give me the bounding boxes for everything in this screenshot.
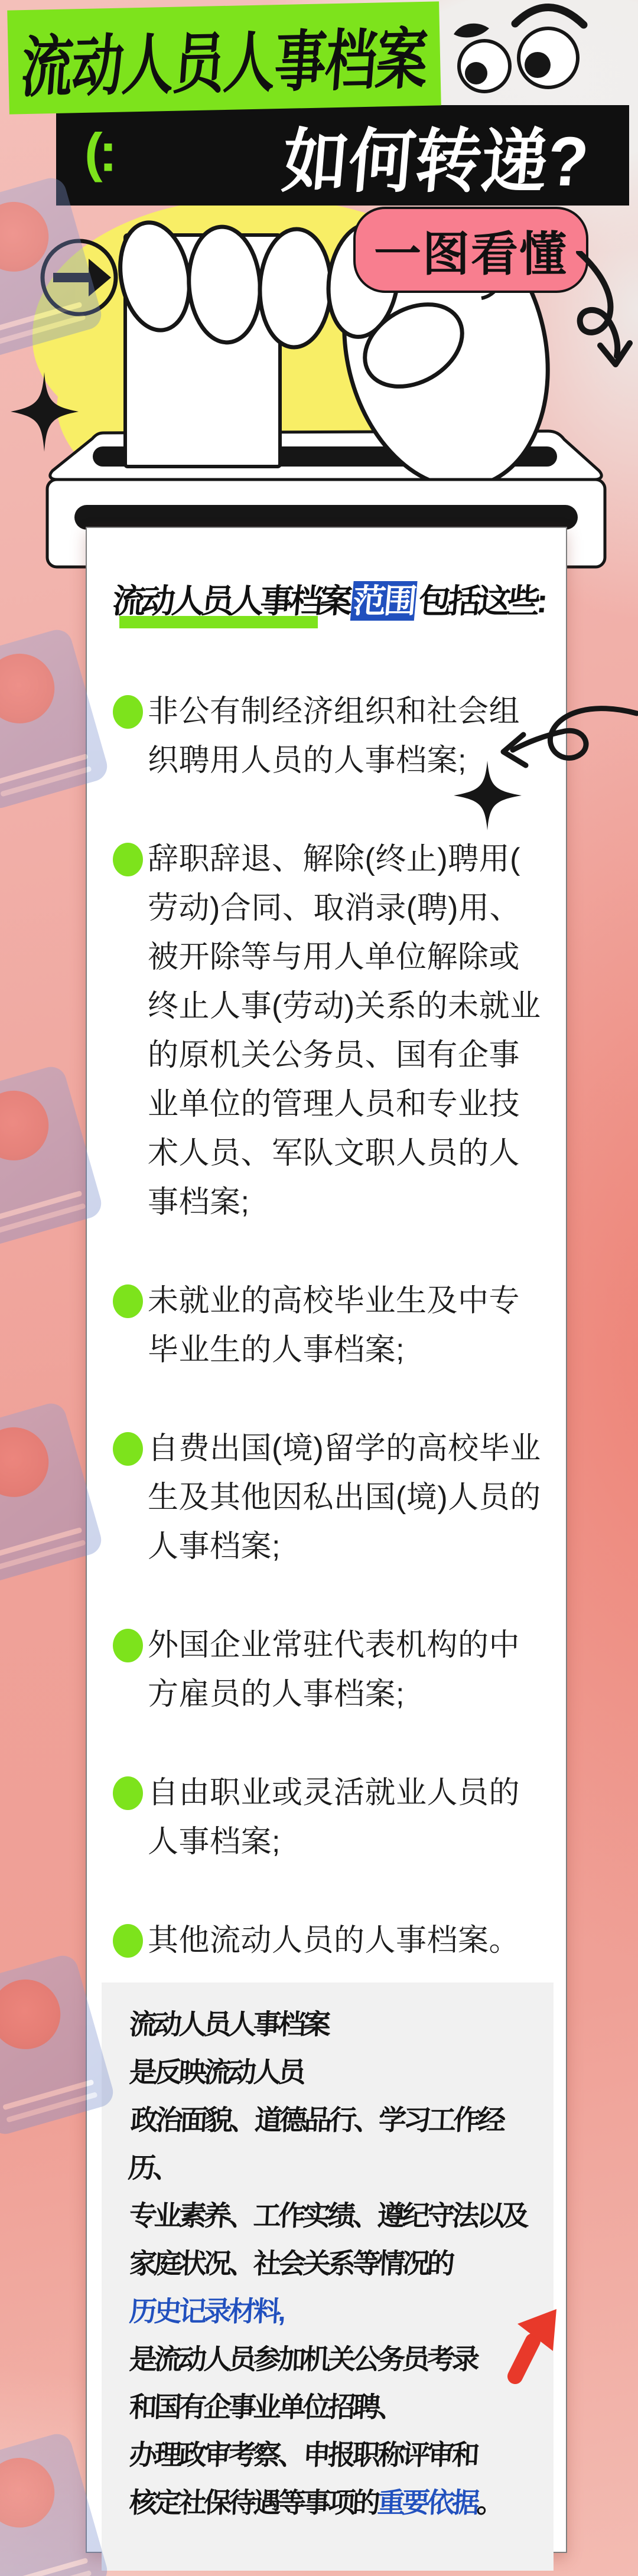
green-dot-icon	[113, 695, 143, 729]
note-segment: 家庭状况、社会关系等情况的	[128, 2248, 453, 2279]
note-segment: 历史记录材料,	[128, 2295, 284, 2327]
list-item-text: 辞职辞退、解除(终止)聘用(劳动)合同、取消录(聘)用、被开除等与用人单位解除或终止人事(劳动)关系的未就业的原机关公务员、国有企事业单位的管理人员和专业技术人员、军队文职人员的人事档案;	[148, 842, 541, 1219]
note-line	[128, 2000, 532, 2048]
green-dot-icon	[113, 1776, 143, 1810]
curly-arrow-down-icon	[561, 251, 638, 378]
list-item	[113, 1916, 548, 1965]
red-arrow-up-right-icon	[503, 2302, 574, 2385]
badge	[353, 207, 588, 293]
list-item-text: 自由职业或灵活就业人员的人事档案;	[148, 1776, 520, 1859]
smiley-emoticon: (:	[84, 122, 114, 183]
green-dot-icon	[113, 1432, 143, 1466]
note-line	[127, 2096, 533, 2192]
list-item-text: 外国企业常驻代表机构的中方雇员的人事档案;	[148, 1628, 520, 1711]
green-dot-icon	[113, 1284, 143, 1318]
content-card	[86, 527, 567, 2553]
list-item	[113, 1277, 548, 1375]
note-line	[128, 2239, 532, 2287]
poster-question: 如何转递?	[279, 123, 591, 201]
heading-highlight: 范围	[350, 581, 418, 621]
sparkle-icon	[454, 761, 522, 830]
googly-eyes-icon	[443, 0, 597, 109]
bullet-list	[113, 687, 548, 2015]
note-line	[128, 2479, 532, 2526]
list-item-text: 非公有制经济组织和社会组织聘用人员的人事档案;	[148, 694, 520, 778]
question-banner	[56, 105, 629, 206]
list-item-text: 其他流动人员的人事档案。	[148, 1923, 520, 1958]
note-segment: 是反映流动人员	[128, 2056, 304, 2088]
note-segment: 和国有企事业单位招聘、	[128, 2391, 403, 2422]
note-segment: 。	[476, 2487, 503, 2518]
note-line	[128, 2048, 532, 2096]
list-item	[113, 1769, 548, 1867]
list-item-text: 自费出国(境)留学的高校毕业生及其他因私出国(境)人员的人事档案;	[148, 1432, 541, 1564]
note-line	[128, 2431, 532, 2479]
note-line	[128, 2335, 532, 2383]
note-segment: 办理政审考察、申报职称评审和	[128, 2439, 478, 2470]
note-line	[128, 2287, 532, 2335]
note-segment: 核定社保待遇等事项的	[128, 2487, 379, 2518]
note-line	[128, 2192, 532, 2239]
list-item	[113, 1424, 548, 1571]
heading-prefix: 流动人员人事档案	[110, 582, 351, 619]
note-segment: 流动人员人事档案	[128, 2008, 329, 2040]
note-segment: 政治面貌、道德品行、学习工作经历、	[127, 2104, 504, 2183]
green-dot-icon	[113, 1629, 143, 1662]
title-banner	[7, 1, 441, 114]
note-line	[128, 2383, 532, 2431]
note-segment: 专业素养、工作实绩、遵纪守法以及	[128, 2200, 528, 2231]
card-heading	[111, 575, 547, 622]
note-segment: 重要依据	[376, 2487, 478, 2518]
note-box	[102, 1982, 554, 2571]
note-segment: 是流动人员参加机关公务员考录	[128, 2343, 478, 2375]
green-dot-icon	[113, 843, 143, 876]
poster-title: 流动人员人事档案	[18, 22, 429, 105]
list-item-text: 未就业的高校毕业生及中专毕业生的人事档案;	[148, 1284, 520, 1367]
list-item	[113, 1621, 548, 1719]
list-item	[113, 835, 548, 1227]
green-dot-icon	[113, 1924, 143, 1958]
heading-suffix: 包括这些:	[416, 582, 546, 619]
badge-label: 一图看懂	[374, 227, 568, 281]
